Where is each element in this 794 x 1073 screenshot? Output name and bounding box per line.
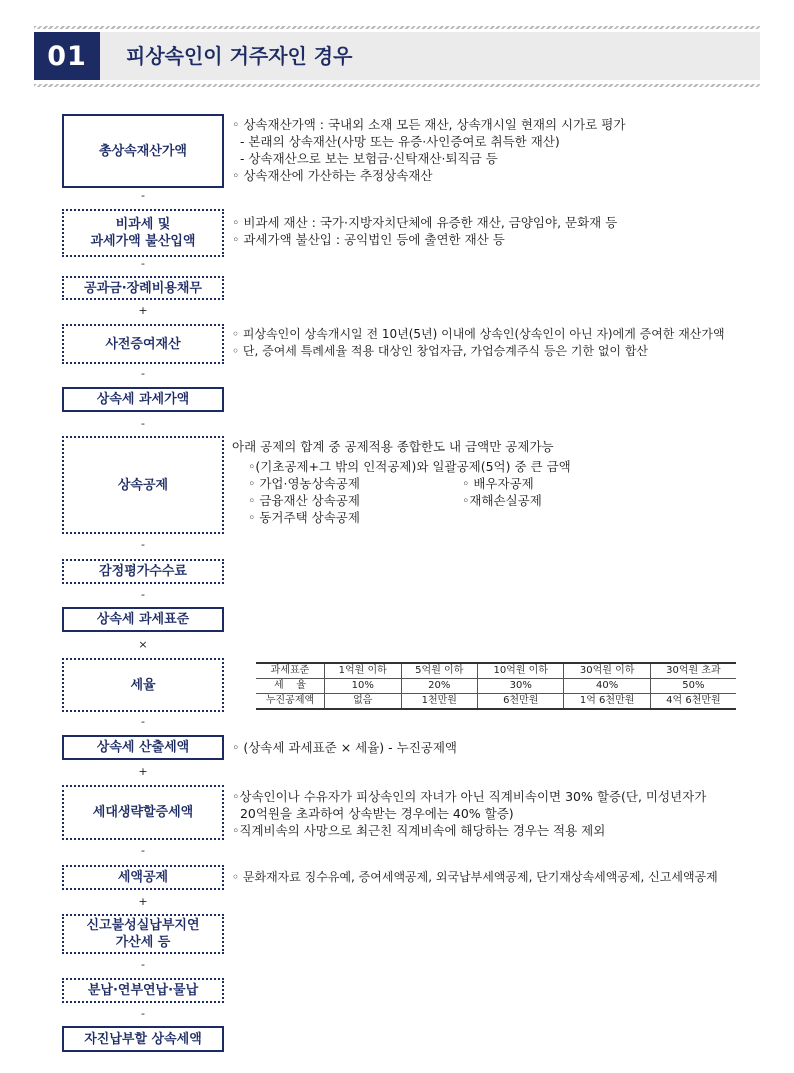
op-plus-2: + <box>138 765 148 778</box>
box-generation-skip: 세대생략할증세액 <box>62 785 224 840</box>
op-minus-8: - <box>141 844 145 857</box>
desc-line: ◦ 피상속인이 상속개시일 전 10년(5년) 이내에 상속인(상속인이 아닌 자)에게 증여한 재산가액 <box>232 327 725 341</box>
table-cell: 세 율 <box>256 679 325 694</box>
op-times: × <box>138 638 148 651</box>
op-minus-6: - <box>141 588 145 601</box>
table-cell: 10% <box>325 679 402 694</box>
box-nontaxable: 비과세 및 과세가액 불산입액 <box>62 209 224 257</box>
table-cell: 4억 6천만원 <box>650 694 736 710</box>
table-row <box>256 694 736 710</box>
table-cell: 과세표준 <box>256 663 325 679</box>
box-tax-rate: 세율 <box>62 658 224 712</box>
header-bottom-rule <box>34 84 760 87</box>
op-minus-4: - <box>141 417 145 430</box>
desc-deduction-intro: 아래 공제의 합계 중 공제적용 종합한도 내 금액만 공제가능 <box>232 439 554 454</box>
box-final-tax: 자진납부할 상속세액 <box>62 1026 224 1052</box>
table-cell: 1천만원 <box>401 694 478 710</box>
desc-line: 20억원을 초과하여 상속받는 경우에는 40% 할증) <box>232 806 514 821</box>
desc-line: ◦직계비속의 사망으로 최근친 직계비속에 해당하는 경우는 적용 제외 <box>232 823 606 838</box>
op-minus-1: - <box>141 189 145 202</box>
box-prior-gift: 사전증여재산 <box>62 324 224 364</box>
desc-tax-credits: ◦ 문화재자료 징수유예, 증여세액공제, 외국납부세액공제, 단기재상속세액공제, 신고세액공제 <box>232 870 718 884</box>
box-public-charges: 공과금·장례비용채무 <box>62 276 224 300</box>
op-minus-2: - <box>141 257 145 270</box>
box-tax-base: 상속세 과세표준 <box>62 607 224 632</box>
section-number: 01 <box>34 32 100 80</box>
desc-deduction-row1: ◦(기초공제+그 밖의 인적공제)와 일괄공제(5억) 중 큰 금액 <box>248 459 571 474</box>
table-cell: 1억 6천만원 <box>564 694 650 710</box>
table-cell: 없음 <box>325 694 402 710</box>
desc-line: ◦ 상속재산에 가산하는 추정상속재산 <box>232 168 433 183</box>
op-plus-3: + <box>138 895 148 908</box>
box-total-estate: 총상속재산가액 <box>62 114 224 188</box>
table-cell: 30% <box>478 679 564 694</box>
desc-line: - 상속재산으로 보는 보험금·신탁재산·퇴직금 등 <box>232 151 498 166</box>
desc-prior-gift <box>232 326 725 360</box>
desc-nontaxable <box>232 214 617 248</box>
table-cell: 5억원 이하 <box>401 663 478 679</box>
desc-deduction-row3b: ◦재해손실공제 <box>462 493 542 508</box>
op-minus-7: - <box>141 715 145 728</box>
op-minus-3: - <box>141 367 145 380</box>
box-deductions: 상속공제 <box>62 436 224 534</box>
desc-line: ◦ 비과세 재산 : 국가·지방자치단체에 유증한 재산, 금양임야, 문화재 등 <box>232 215 618 230</box>
desc-line: ◦ 과세가액 불산입 : 공익법인 등에 출연한 재산 등 <box>232 232 505 247</box>
desc-deduction-row3a: ◦ 금융재산 상속공제 <box>248 493 360 508</box>
desc-total-estate <box>232 116 625 184</box>
table-cell: 1억원 이하 <box>325 663 402 679</box>
table-cell: 6천만원 <box>478 694 564 710</box>
box-appraisal-fee: 감정평가수수료 <box>62 559 224 584</box>
table-cell: 누진공제액 <box>256 694 325 710</box>
box-tax-credits: 세액공제 <box>62 865 224 890</box>
table-row <box>256 663 736 679</box>
desc-line: - 본래의 상속재산(사망 또는 유증·사인증여로 취득한 재산) <box>232 134 560 149</box>
box-installment: 분납·연부연납·물납 <box>62 978 224 1003</box>
table-cell: 30억원 이하 <box>564 663 650 679</box>
op-plus-1: + <box>138 304 148 317</box>
table-cell: 10억원 이하 <box>478 663 564 679</box>
desc-deduction-row2a: ◦ 가업·영농상속공제 <box>248 476 360 491</box>
desc-line: ◦ 상속재산가액 : 국내외 소재 모든 재산, 상속개시일 현재의 시가로 평가 <box>232 117 626 132</box>
header-top-rule <box>34 26 760 29</box>
desc-line: ◦ 단, 증여세 특례세율 적용 대상인 창업자금, 가업승계주식 등은 기한 없이 합산 <box>232 344 649 358</box>
op-minus-10: - <box>141 1007 145 1020</box>
op-minus-5: - <box>141 538 145 551</box>
table-row <box>256 679 736 694</box>
page-title: 피상속인이 거주자인 경우 <box>126 44 353 68</box>
table-cell: 40% <box>564 679 650 694</box>
table-cell: 20% <box>401 679 478 694</box>
box-computed-tax: 상속세 산출세액 <box>62 735 224 760</box>
op-minus-9: - <box>141 958 145 971</box>
desc-line: ◦상속인이나 수유자가 피상속인의 자녀가 아닌 직계비속이면 30% 할증(단, 미성년자가 <box>232 789 707 804</box>
desc-generation-skip <box>232 788 706 839</box>
table-cell: 50% <box>650 679 736 694</box>
desc-deduction-row2b: ◦ 배우자공제 <box>462 476 534 491</box>
desc-deduction-row4: ◦ 동거주택 상속공제 <box>248 510 360 525</box>
table-cell: 30억원 초과 <box>650 663 736 679</box>
tax-rate-table <box>256 662 736 710</box>
box-penalty: 신고불성실납부지연 가산세 등 <box>62 914 224 954</box>
box-taxable-value: 상속세 과세가액 <box>62 387 224 412</box>
desc-computed-tax: ◦ (상속세 과세표준 × 세율) - 누진공제액 <box>232 740 458 755</box>
